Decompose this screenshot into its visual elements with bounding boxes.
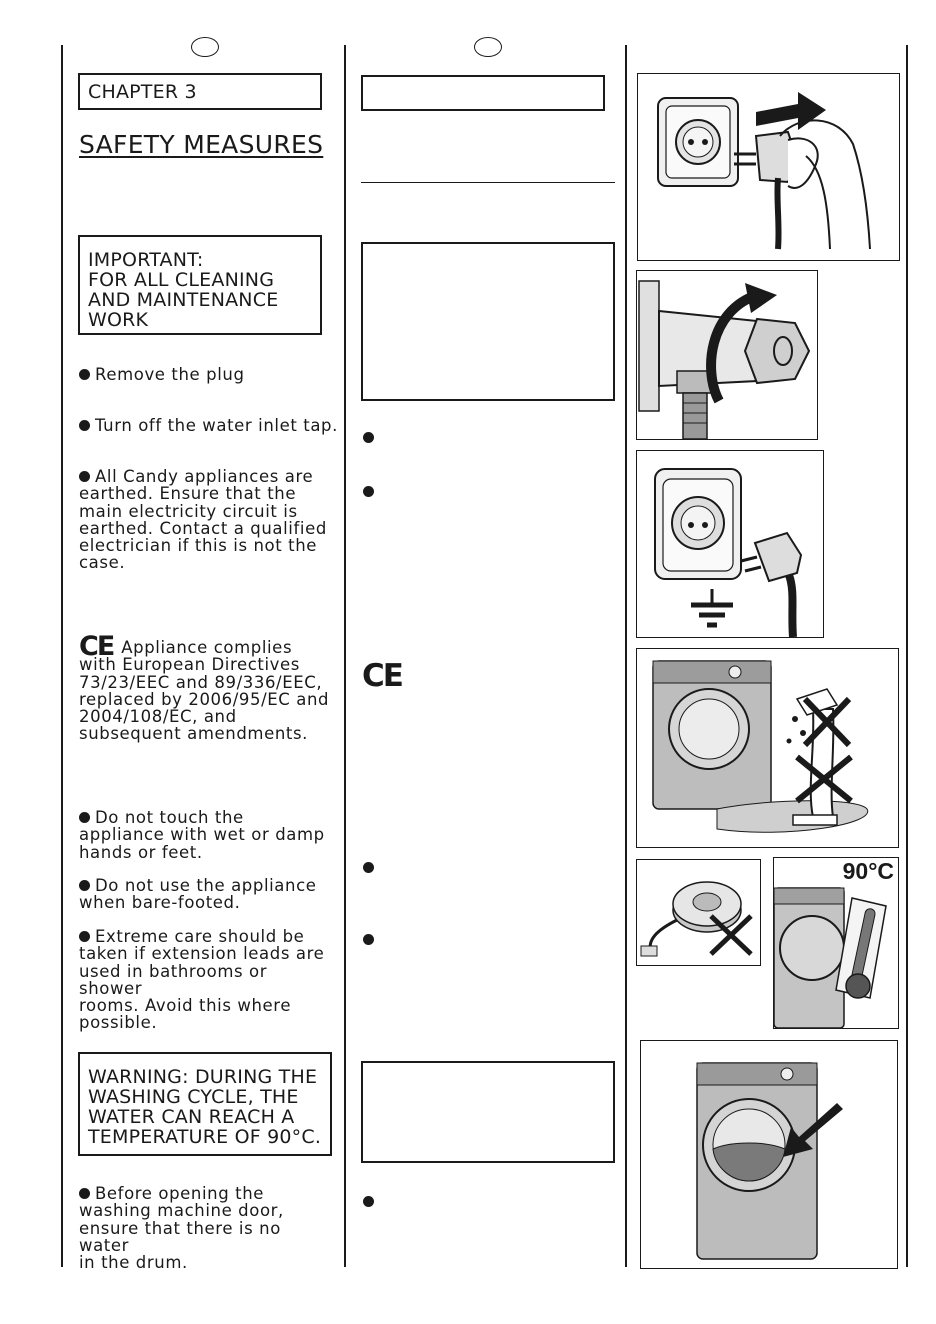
middle-warning-box bbox=[361, 1061, 615, 1163]
middle-title-rule bbox=[361, 182, 615, 183]
chapter-label: CHAPTER 3 bbox=[88, 81, 197, 103]
warning-text: WARNING: DURING THE WASHING CYCLE, THE WATER CAN REACH A TEMPERATURE OF 90°C. bbox=[88, 1066, 322, 1148]
middle-bullet-1 bbox=[363, 432, 374, 443]
unplug-icon bbox=[637, 73, 900, 261]
remove-plug-text: Remove the plug bbox=[79, 366, 245, 383]
column-rule-right bbox=[625, 45, 627, 1267]
hot-water-thermometer-icon bbox=[773, 857, 899, 1029]
water-in-drum-icon bbox=[640, 1040, 898, 1269]
temperature-label: 90°C bbox=[842, 858, 894, 884]
important-box bbox=[78, 235, 322, 335]
no-touch-text: Do not touch the appliance with wet or damp hands or feet. bbox=[79, 809, 334, 861]
page-title: SAFETY MEASURES bbox=[79, 130, 324, 159]
barefoot-text: Do not use the appliance when bare-footed. bbox=[79, 877, 334, 912]
middle-chapter-box bbox=[361, 75, 605, 111]
complies-paragraph: CE Appliance complies with European Directives 73/23/EEC and 89/336/EEC, replaced by 2006/95/EC and 2004/108/EC, and subsequent amendments. bbox=[79, 631, 330, 744]
earthed-text: All Candy appliances are earthed. Ensure that the main electricity circuit is earthed. Contact a qualified electrician if this is not the case. bbox=[79, 468, 334, 572]
middle-bullet-3 bbox=[363, 862, 374, 873]
column-rule-middle bbox=[344, 45, 346, 1267]
water-tap-icon bbox=[636, 270, 818, 440]
turn-off-tap-text: Turn off the water inlet tap. bbox=[79, 417, 338, 434]
wet-feet-warning-icon bbox=[636, 648, 899, 848]
before-opening-text: Before opening the washing machine door, ensure that there is no water in the drum. bbox=[79, 1185, 334, 1271]
language-marker-left bbox=[191, 37, 219, 57]
ce-mark-icon: CE bbox=[79, 631, 114, 662]
warning-box bbox=[78, 1052, 332, 1156]
middle-bullet-5 bbox=[363, 1196, 374, 1207]
column-rule-left bbox=[61, 45, 63, 1267]
extension-lead-warning-icon bbox=[636, 859, 761, 966]
middle-important-box bbox=[361, 242, 615, 401]
language-marker-middle bbox=[474, 37, 502, 57]
earthed-socket-icon bbox=[636, 450, 824, 638]
chapter-box bbox=[78, 73, 322, 110]
middle-ce-mark bbox=[362, 658, 410, 694]
middle-ce-mark-icon: CE bbox=[362, 658, 402, 694]
extension-text: Extreme care should be taken if extension leads are used in bathrooms or shower rooms. Avoid this where possible. bbox=[79, 928, 334, 1032]
middle-bullet-4 bbox=[363, 934, 374, 945]
middle-bullet-2 bbox=[363, 486, 374, 497]
important-text: IMPORTANT: FOR ALL CLEANING AND MAINTENANCE WORK bbox=[88, 249, 279, 331]
column-rule-far-right bbox=[906, 45, 908, 1267]
